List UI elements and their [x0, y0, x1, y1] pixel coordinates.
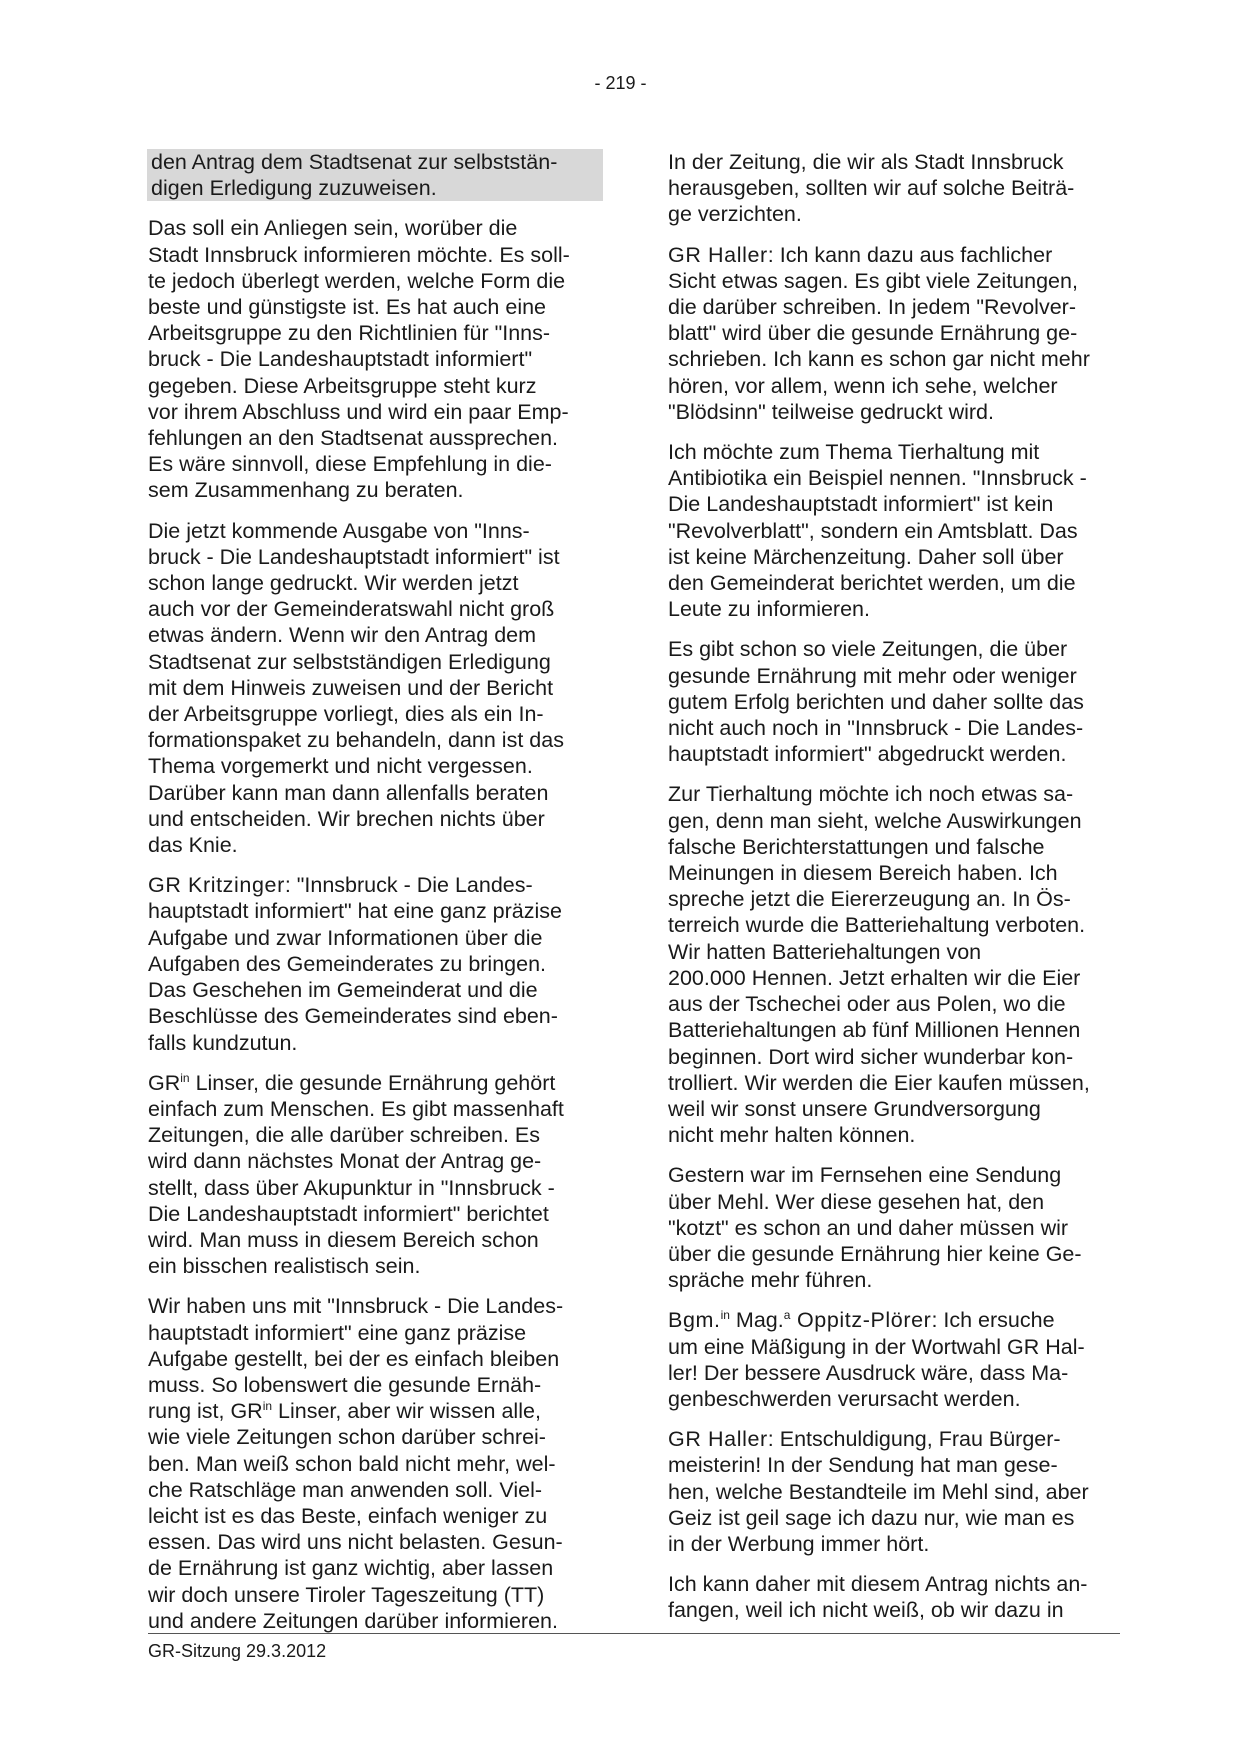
- paragraph: [148, 1293, 604, 1634]
- speech-haller: [668, 242, 1124, 425]
- right-column: [668, 149, 1124, 1638]
- speech-text: : "Innsbruck - Die Landes- hauptstadt informiert" hat eine ganz präzise Aufgabe und zwar Informationen über die Aufgaben des Gemeinderates zu bringen. Das Geschehen im Gemeinderat und die Beschlüsse des Gemeinderates sind eben- falls kundzutun.: [148, 873, 562, 1055]
- speaker-title: Mag.: [729, 1308, 784, 1333]
- title-superscript: in: [720, 1308, 730, 1323]
- paragraph: Gestern war im Fernsehen eine Sendung über Mehl. Wer diese gesehen hat, den "kotzt" es schon an und daher müssen wir über die gesunde Ernährung hier keine Ge- spräche mehr führen.: [668, 1163, 1082, 1293]
- paragraph: Das soll ein Anliegen sein, worüber die Stadt Innsbruck informieren möchte. Es soll- te jedoch überlegt werden, welche Form die beste und günstigste ist. Es hat auch eine Arbeitsgruppe zu den Richtlinien für "Inns- bruck - Die Landeshauptstadt informiert" gegeben. Diese Arbeitsgruppe steht kurz vor ihrem Abschluss und wird ein paar Emp- fehlungen an den Stadtsenat aussprechen. Es wäre sinnvoll, diese Empfehlung in die- sem Zusammenhang zu beraten.: [148, 216, 570, 503]
- paragraph: Es gibt schon so viele Zeitungen, die über gesunde Ernährung mit mehr oder weniger gutem Erfolg berichten und daher sollte das nicht auch noch in "Innsbruck - Die Landes- hauptstadt informiert" abgedruckt werden.: [668, 637, 1084, 767]
- speech-haller: [668, 1426, 1124, 1557]
- paragraph: In der Zeitung, die wir als Stadt Innsbruck herausgeben, sollten wir auf solche Beiträ- ge verzichten.: [668, 150, 1075, 227]
- title-superscript: in: [262, 1398, 273, 1413]
- speech-text: : Ich ersuche um eine Mäßigung in der Wortwahl GR Hal- ler! Der bessere Ausdruck wäre, dass Ma- genbeschwerden verursacht werden.: [668, 1308, 1085, 1411]
- paragraph: Ich möchte zum Thema Tierhaltung mit Antibiotika ein Beispiel nennen. "Innsbruck - Die Landeshauptstadt informiert" ist kein "Revolverblatt", sondern ein Amtsblatt. Das ist keine Märchenzeitung. Daher soll über den Gemeinderat berichtet werden, um die Leute zu informieren.: [668, 440, 1087, 622]
- page-number: - 219 -: [594, 73, 647, 93]
- paragraph: Die jetzt kommende Ausgabe von "Inns- bruck - Die Landeshauptstadt informiert" ist schon lange gedruckt. Wir werden jetzt auch vor der Gemeinderatswahl nicht groß etwas ändern. Wenn wir den Antrag dem Stadtsenat zur selbstständigen Erledigung mit dem Hinweis zuweisen und der Bericht der Arbeitsgruppe vorliegt, dies als ein In- formationspaket zu behandeln, dann ist das Thema vorgemerkt und nicht vergessen. Darüber kann man dann allenfalls beraten und entscheiden. Wir brechen nichts über das Knie.: [148, 518, 564, 858]
- paragraph-text: Wir haben uns mit "Innsbruck - Die Landes- hauptstadt informiert" eine ganz präzise Aufgabe gestellt, bei der es einfach bleiben muss. So lobenswert die gesunde Ernäh- rung ist, GR: [148, 1294, 564, 1424]
- highlighted-paragraph: den Antrag dem Stadtsenat zur selbststän- digen Erledigung zuzuweisen.: [147, 149, 603, 201]
- speech-mayor: [668, 1307, 1124, 1412]
- speaker-title: Bgm.: [668, 1308, 721, 1333]
- left-column: [148, 149, 604, 1648]
- title-superscript: in: [180, 1070, 190, 1085]
- speaker-name: GR Haller: [668, 1427, 768, 1452]
- speaker-name: GR Kritzinger: [148, 873, 285, 898]
- speech-text: : Entschuldigung, Frau Bürger- meisterin! In der Sendung hat man gese- hen, welche Bestandteile im Mehl sind, aber Geiz ist geil sage ich dazu nur, wie man es in der Werbung immer hört.: [668, 1427, 1089, 1556]
- title-gr: GR: [148, 1070, 181, 1095]
- paragraph: [148, 1070, 604, 1280]
- paragraph-text: Linser, aber wir wissen alle, wie viele Zeitungen schon darüber schrei- ben. Man weiß schon bald nicht mehr, wel- che Ratschläge man anwenden soll. Viel- leicht ist es das Beste, einfach weniger zu essen. Das wird uns nicht belasten. Gesun- de Ernährung ist ganz wichtig, aber lassen wir doch unsere Tiroler Tageszeitung (TT) und andere Zeitungen darüber informieren.: [148, 1399, 563, 1633]
- footer-divider: [148, 1633, 1120, 1634]
- paragraph-text: Linser, die gesunde Ernährung gehört einfach zum Menschen. Es gibt massenhaft Zeitungen, die alle darüber schreiben. Es wird dann nächstes Monat der Antrag ge- stellt, dass über Akupunktur in "Innsbruck - Die Landeshauptstadt informiert" berichtet wird. Man muss in diesem Bereich schon ein bisschen realistisch sein.: [148, 1070, 564, 1279]
- speech-text: : Ich kann dazu aus fachlicher Sicht etwas sagen. Es gibt viele Zeitungen, die darüber schreiben. In jedem "Revolver- blatt" wird über die gesunde Ernährung ge- schrieben. Ich kann es schon gar nicht mehr hören, vor allem, wenn ich sehe, welcher "Blödsinn" teilweise gedruckt wird.: [668, 242, 1090, 424]
- speech-kritzinger: [148, 872, 604, 1055]
- speaker-name: Oppitz-Plörer: [790, 1308, 932, 1333]
- footer-session-date: GR-Sitzung 29.3.2012: [148, 1641, 327, 1661]
- speaker-name: GR Haller: [668, 242, 768, 267]
- paragraph: Ich kann daher mit diesem Antrag nichts an- fangen, weil ich nicht weiß, ob wir dazu in: [668, 1572, 1088, 1623]
- title-superscript: a: [783, 1308, 791, 1323]
- paragraph: Zur Tierhaltung möchte ich noch etwas sa- gen, denn man sieht, welche Auswirkungen falsche Berichterstattungen und falsche Meinungen in diesem Bereich haben. Ich spreche jetzt die Eiererzeugung an. In Ös- terreich wurde die Batteriehaltung verboten. Wir hatten Batteriehaltungen von 200.000 Hennen. Jetzt erhalten wir die Eier aus der Tschechei oder aus Polen, wo die Batteriehaltungen ab fünf Millionen Hennen beginnen. Dort wird sicher wunderbar kon- trolliert. Wir werden die Eier kaufen müssen, weil wir sonst unsere Grundversorgung nicht mehr halten können.: [668, 782, 1090, 1148]
